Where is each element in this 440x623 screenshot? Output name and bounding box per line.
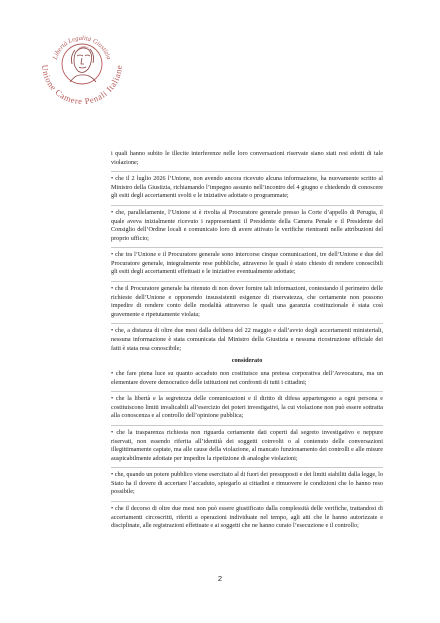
paragraph: • che, a distanza di oltre due mesi dalla delibera del 22 maggio e dall’avvio degli accertamenti ministeriali, nessuna informazione è stata comunicata dal Ministro della Giustizia e nessuna ricostruzione ufficiale dei fatti è stata resa conoscibile; bbox=[111, 327, 383, 352]
logo-motto: Libertà Legalità Giustizia bbox=[51, 34, 113, 61]
paragraph: • che fare piena luce su quanto accaduto non costituisce una pretesa corporativa dell’Avvocatura, ma un elementare dovere democratico delle istituzioni nei confronti di tutti i cittadini; bbox=[111, 369, 383, 386]
paragraph-continuation: i quali hanno subito le illecite interferenze nelle loro conversazioni riservate siano stati resi edotti di tale violazione; bbox=[111, 150, 383, 166]
paragraph: • che tra l’Unione e il Procuratore generale sono intercorse cinque comunicazioni, tre dell’Unione e due del Procuratore generale, integralmente rese pubbliche, attraverso le quali è stato chiesto di rendere conoscibili gli esiti degli accertamenti effettuati e le iniziative eventualmente adottate; bbox=[111, 251, 383, 276]
separator bbox=[111, 323, 383, 324]
section-heading: considerato bbox=[231, 356, 263, 364]
separator bbox=[111, 247, 383, 248]
organization-logo bbox=[32, 12, 132, 112]
paragraph: • che, parallelamente, l’Unione si è rivolta al Procuratore generale presso la Corte d’appello di Perugia, il quale aveva inizialmente ricevuto i rappresentanti il Presidente della Camera Penale e il Presidente del Consiglio dell’Ordine locali e comunicato loro di avere attivato le verifiche rientranti nelle attribuzioni del proprio ufficio; bbox=[111, 208, 383, 242]
paragraph: • che la libertà e la segretezza delle comunicazioni e il diritto di difesa appartengono a ogni persona e costituiscono limiti invalicabili all’esercizio dei poteri investigativi, la cui violazione non può essere sottratta alla conoscenza e al controllo dell’opinione pubblica; bbox=[111, 395, 383, 420]
paragraph: • che il decorso di oltre due mesi non può essere giustificato dalla complessità delle verifiche, trattandosi di accertamenti circoscritti, riferiti a operazioni individuate nel tempo, agli atti che le hanno autorizzate e disciplinate, alle registrazioni effettuate e ai soggetti che ne hanno curato l’esecuzione e il controllo; bbox=[111, 505, 383, 530]
separator bbox=[111, 425, 383, 426]
page-number: 2 bbox=[217, 574, 223, 583]
separator bbox=[111, 501, 383, 502]
portrait-seal-icon bbox=[32, 12, 132, 112]
document-body bbox=[111, 150, 383, 534]
separator bbox=[111, 391, 383, 392]
svg-text:Unione Camere Penali Italiane bbox=[40, 64, 124, 106]
paragraph: • che, quando un potere pubblico viene esercitato al di fuori dei presupposti e dei limiti stabiliti dalla legge, lo Stato ha il dovere di accertare l’accaduto, spiegarlo ai cittadini e rimuovere le condizioni che lo hanno reso possibile; bbox=[111, 471, 383, 496]
separator bbox=[111, 467, 383, 468]
paragraph: • che il 2 luglio 2026 l’Unione, non avendo ancora ricevuto alcuna informazione, ha nuovamente scritto al Ministro della Giustizia, richiamando l’impegno assunto nell’incontro del 4 giugno e chiedendo di conoscere gli esiti degli accertamenti svolti e le iniziative adottate o programmate; bbox=[111, 175, 383, 200]
separator bbox=[111, 281, 383, 282]
separator bbox=[111, 171, 383, 172]
separator bbox=[111, 205, 383, 206]
paragraph: • che la trasparenza richiesta non riguarda certamente dati coperti dal segreto investigativo e neppure riservati, non essendo riferita all’identità dei soggetti coinvolti o al contenuto delle conversazioni illegittimamente captate, ma alle cause della violazione, al mancato funzionamento dei controlli e alle misure auspicabilmente adottate per impedire la ripetizione di analoghe violazioni; bbox=[111, 428, 383, 462]
logo-organization-name: Unione Camere Penali Italiane bbox=[39, 64, 125, 107]
paragraph: • che il Procuratore generale ha ritenuto di non dover fornire tali informazioni, contestando il perimetro delle richieste dell’Unione e opponendo insussistenti esigenze di riservatezza, che certamente non possono impedire di rendere conto delle modalità attraverso le quali una garanzia costituzionale è stata così gravemente e ripetutamente violata; bbox=[111, 285, 383, 318]
